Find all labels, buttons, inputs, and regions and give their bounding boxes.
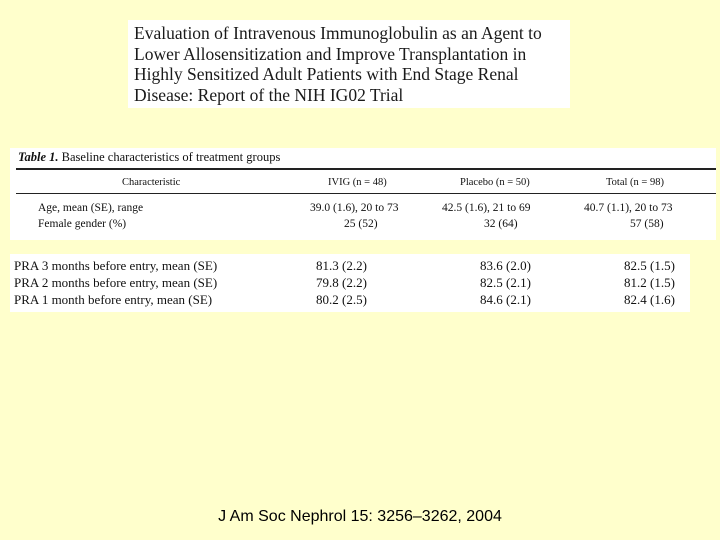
pra-row-2-total: 81.2 (1.5) xyxy=(624,275,675,290)
title-line-3: Highly Sensitized Adult Patients with End Stage Renal xyxy=(134,64,519,84)
table-header-rule xyxy=(16,193,716,194)
row-gender-ivig: 25 (52) xyxy=(344,218,378,230)
title-line-1: Evaluation of Intravenous Immunoglobulin as an Agent to xyxy=(134,23,542,43)
table-caption xyxy=(18,150,280,165)
pra-row-2-ivig: 79.8 (2.2) xyxy=(316,275,367,290)
pra-row-2-placebo: 82.5 (2.1) xyxy=(480,275,531,290)
title-line-2: Lower Allosensitization and Improve Transplantation in xyxy=(134,43,527,64)
table-top-rule xyxy=(16,168,716,170)
pra-row-3-placebo: 83.6 (2.0) xyxy=(480,258,531,273)
row-age-placebo: 42.5 (1.6), 21 to 69 xyxy=(442,202,531,214)
article-title xyxy=(128,20,570,108)
pra-row-2-label: PRA 2 months before entry, mean (SE) xyxy=(14,275,218,290)
header-placebo: Placebo (n = 50) xyxy=(460,177,530,188)
pra-row-1-total: 82.4 (1.6) xyxy=(624,292,675,307)
table-caption-text: Baseline characteristics of treatment groups xyxy=(61,150,281,164)
row-age-ivig: 39.0 (1.6), 20 to 73 xyxy=(310,202,399,214)
pra-row-3-ivig: 81.3 (2.2) xyxy=(316,258,367,273)
header-characteristic: Characteristic xyxy=(122,177,181,188)
pra-row-1-label: PRA 1 month before entry, mean (SE) xyxy=(14,292,213,307)
row-age-label: Age, mean (SE), range xyxy=(38,202,144,214)
header-ivig: IVIG (n = 48) xyxy=(328,177,387,188)
table-label: Table 1. xyxy=(18,150,59,164)
row-gender-label: Female gender (%) xyxy=(38,218,127,230)
pra-row-1-ivig: 80.2 (2.5) xyxy=(316,292,367,307)
row-gender-total: 57 (58) xyxy=(630,218,664,230)
baseline-table xyxy=(10,148,716,240)
title-line-4: Disease: Report of the NIH IG02 Trial xyxy=(134,84,404,105)
pra-row-1-placebo: 84.6 (2.1) xyxy=(480,292,531,307)
header-total: Total (n = 98) xyxy=(606,177,664,188)
pra-row-3-label: PRA 3 months before entry, mean (SE) xyxy=(14,258,218,273)
pra-table xyxy=(10,254,690,312)
pra-row-3-total: 82.5 (1.5) xyxy=(624,258,675,273)
row-gender-placebo: 32 (64) xyxy=(484,218,518,230)
row-age-total: 40.7 (1.1), 20 to 73 xyxy=(584,202,673,214)
citation-footer: J Am Soc Nephrol 15: 3256–3262, 2004 xyxy=(218,508,502,525)
